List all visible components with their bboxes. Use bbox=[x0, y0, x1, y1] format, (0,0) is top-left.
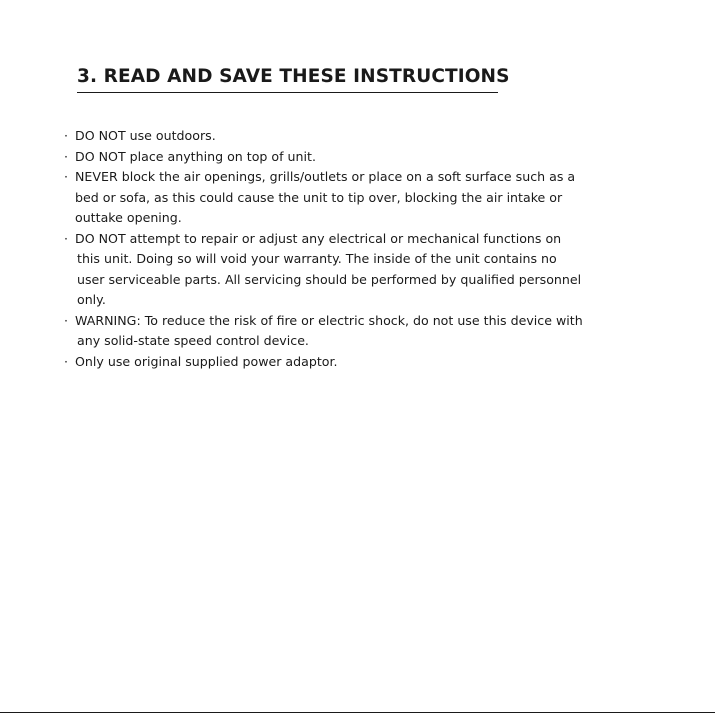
list-item bbox=[64, 352, 654, 373]
list-item bbox=[64, 147, 654, 168]
item-text: WARNING: To reduce the risk of fire or electric shock, do not use this device with bbox=[75, 312, 583, 328]
bullet-icon: · bbox=[64, 230, 69, 246]
item-text: DO NOT place anything on top of unit. bbox=[75, 148, 316, 164]
item-text: outtake opening. bbox=[75, 210, 182, 225]
item-text: only. bbox=[77, 292, 106, 307]
bullet-icon: · bbox=[64, 312, 69, 328]
bullet-icon: · bbox=[64, 169, 69, 184]
bullet-icon: · bbox=[64, 353, 69, 369]
item-text: DO NOT use outdoors. bbox=[75, 128, 216, 143]
list-item bbox=[64, 126, 654, 147]
item-text: Only use original supplied power adaptor. bbox=[75, 353, 338, 369]
item-text: bed or sofa, as this could cause the unit to tip over, blocking the air intake or bbox=[75, 189, 563, 205]
instruction-list bbox=[64, 126, 654, 372]
item-text: any solid-state speed control device. bbox=[77, 333, 309, 348]
list-item bbox=[64, 311, 654, 352]
bullet-icon: · bbox=[64, 148, 69, 164]
item-text: NEVER block the air openings, grills/outlets or place on a soft surface such as a bbox=[75, 169, 576, 184]
list-item bbox=[64, 229, 654, 311]
item-text: user serviceable parts. All servicing should be performed by qualified personnel bbox=[77, 271, 582, 287]
list-item bbox=[64, 167, 654, 229]
section-heading: 3. READ AND SAVE THESE INSTRUCTIONS bbox=[77, 65, 498, 93]
bullet-icon: · bbox=[64, 128, 69, 143]
page-bottom-rule bbox=[0, 712, 715, 713]
item-text: DO NOT attempt to repair or adjust any electrical or mechanical functions on bbox=[75, 230, 562, 246]
item-text: this unit. Doing so will void your warranty. The inside of the unit contains no bbox=[77, 251, 557, 266]
